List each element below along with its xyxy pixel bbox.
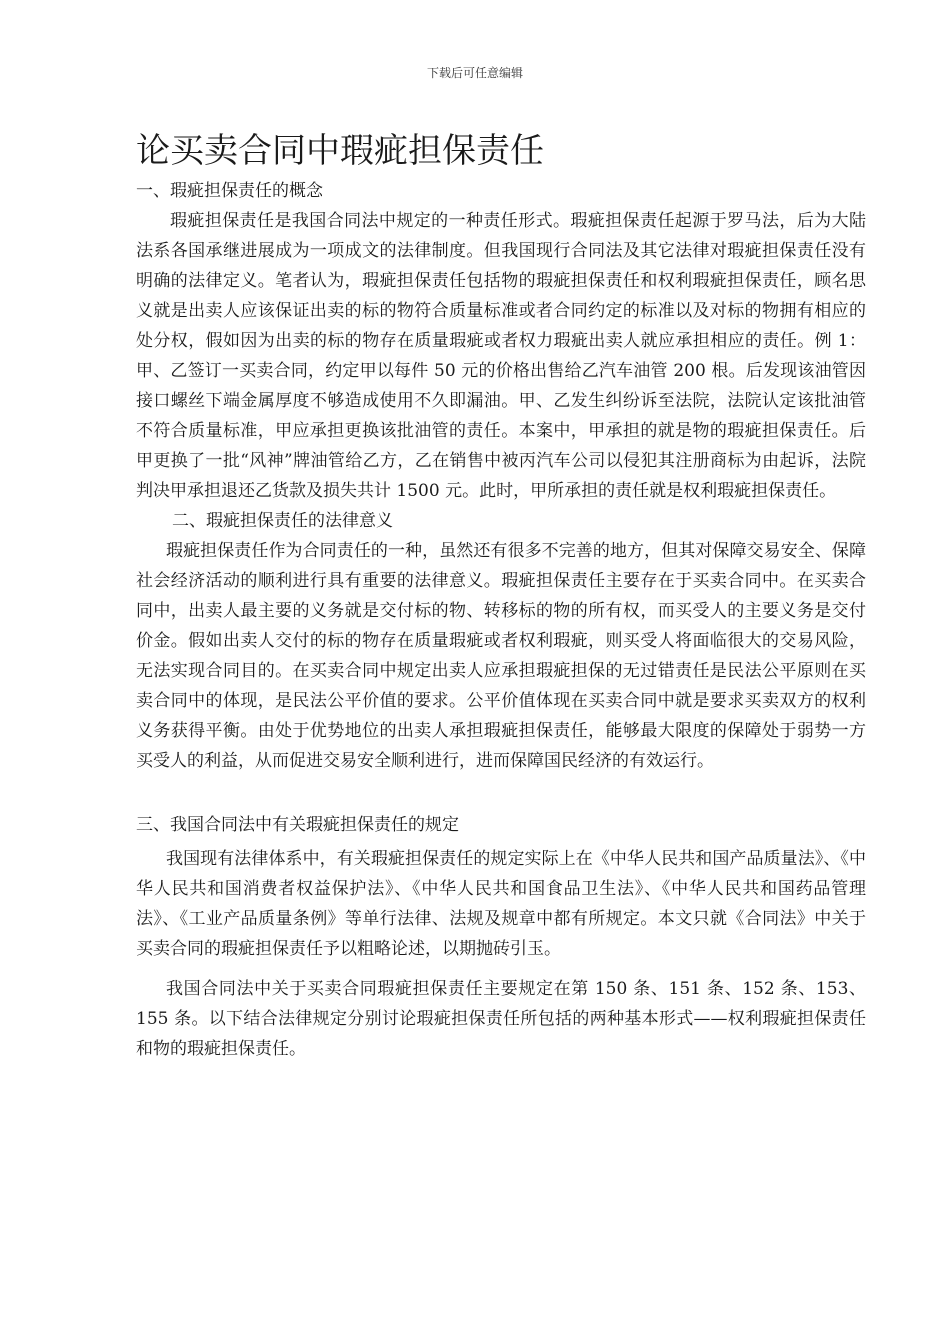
header-note: 下载后可任意编辑 [426,66,523,80]
document-body [136,128,866,1064]
section-heading-significance: 二、瑕疵担保责任的法律意义 [172,511,393,531]
paragraph-provisions-1: 我国现有法律体系中，有关瑕疵担保责任的规定实际上在《中华人民共和国产品质量法》、《中华人民共和国消费者权益保护法》、《中华人民共和国食品卫生法》、《中华人民共和国药品管理法》、《工业产品质量条例》等单行法律、法规及规章中都有所规定。本文只就《合同法》中关于买卖合同的瑕疵担保责任予以粗略论述，以期抛砖引玉。 [136,849,866,959]
paragraph-significance: 瑕疵担保责任作为合同责任的一种，虽然还有很多不完善的地方，但其对保障交易安全、保障社会经济活动的顺利进行具有重要的法律意义。瑕疵担保责任主要存在于买卖合同中。在买卖合同中，出卖人最主要的义务就是交付标的物、转移标的物的所有权，而买受人的主要义务是交付价金。假如出卖人交付的标的物存在质量瑕疵或者权利瑕疵，则买受人将面临很大的交易风险，无法实现合同目的。在买卖合同中规定出卖人应承担瑕疵担保的无过错责任是民法公平原则在买卖合同中的体现，是民法公平价值的要求。公平价值体现在买卖合同中就是要求买卖双方的权利义务获得平衡。由处于优势地位的出卖人承担瑕疵担保责任，能够最大限度的保障处于弱势一方买受人的利益，从而促进交易安全顺利进行，进而保障国民经济的有效运行。 [136,541,866,771]
section-heading-provisions: 三、我国合同法中有关瑕疵担保责任的规定 [136,815,459,835]
document-title: 论买卖合同中瑕疵担保责任 [136,131,544,171]
paragraph-provisions-2: 我国合同法中关于买卖合同瑕疵担保责任主要规定在第 150 条、151 条、152 条、153、155 条。以下结合法律规定分别讨论瑕疵担保责任所包括的两种基本形式——权利瑕疵担保责任和物的瑕疵担保责任。 [136,979,866,1059]
section-heading-concept: 一、瑕疵担保责任的概念 [136,181,323,201]
section-provisions [136,810,866,1064]
section-concept [136,176,866,506]
paragraph-concept: 瑕疵担保责任是我国合同法中规定的一种责任形式。瑕疵担保责任起源于罗马法，后为大陆法系各国承继进展成为一项成文的法律制度。但我国现行合同法及其它法律对瑕疵担保责任没有明确的法律定义。笔者认为，瑕疵担保责任包括物的瑕疵担保责任和权利瑕疵担保责任，顾名思义就是出卖人应该保证出卖的标的物符合质量标准或者合同约定的标准以及对标的物拥有相应的处分权，假如因为出卖的标的物存在质量瑕疵或者权力瑕疵出卖人就应承担相应的责任。例 1：甲、乙签订一买卖合同，约定甲以每件 50 元的价格出售给乙汽车油管 200 根。后发现该油管因接口螺丝下端金属厚度不够造成使用不久即漏油。甲、乙发生纠纷诉至法院，法院认定该批油管不符合质量标准，甲应承担更换该批油管的责任。本案中，甲承担的就是物的瑕疵担保责任。后甲更换了一批“风神”牌油管给乙方，乙在销售中被丙汽车公司以侵犯其注册商标为由起诉，法院判决甲承担退还乙货款及损失共计 1500 元。此时，甲所承担的责任就是权利瑕疵担保责任。 [136,211,866,501]
section-significance [136,506,866,776]
